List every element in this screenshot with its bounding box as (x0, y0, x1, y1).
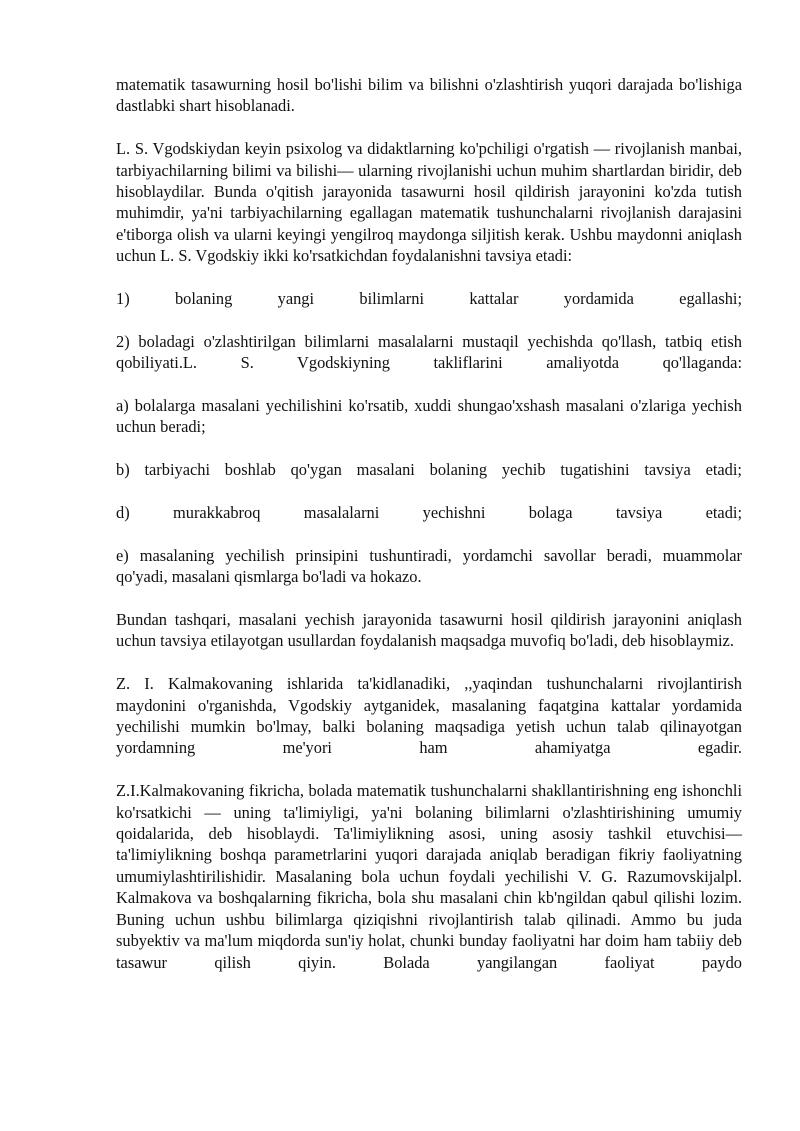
list-item-a: a) bolalarga masalani yechilishini ko'rsatib, xuddi shungao'xshash masalani o'zlariga yechish uchun beradi; (116, 396, 742, 437)
paragraph-2: L. S. Vgodskiydan keyin psixolog va didaktlarning ko'pchiligi o'rgatish — rivojlanish manbai, tarbiyachilarning bilimi va bilishi— ularning rivojlanishi uchun muhim shartlardan biridir, deb hisoblaydilar. Bunda o'qitish jarayonida tasawurni hosil qildirish jarayonini ko'zda tutish muhimdir, ya'ni tarbiyachilarning egallagan matematik tushunchalarni rivojlanish darajasini e'tiborga olish va ularni keyingi yengilroq maydonga siljitish kerak. Ushbu maydonni aniqlash uchun L. S. Vgodskiy ikki ko'rsatkichdan foydalanishni tavsiya etadi: (116, 139, 742, 266)
paragraph-1: matematik tasawurning hosil bo'lishi bilim va bilishni o'zlashtirish yuqori darajada bo'lishiga dastlabki shart hisoblanadi. (116, 75, 742, 116)
paragraph-5: Z.I.Kalmakovaning fikricha, bolada matematik tushunchalarni shakllantirishning eng ishonchli ko'rsatkichi — uning ta'limiyligi, ya'ni bolaning bilimlarni o'zlashtirishining umumiy qoidalarida, deb hisoblaydi. Ta'limiylikning asosi, uning asosiy tashkil etuvchisi— ta'limiylikning boshqa parametrlarini yuqori darajada aniqlab beradigan fikriy faoliyatning umumiylashtirilishidir. Masalaning bola uchun foydali yechilishi V. G. Razumovskijalpl. Kalmakova va boshqalarning fikricha, bola shu masalani chin kb'ngildan qabul qilishi lozim. Buning uchun ushbu bilimlarga qiziqishni rivojlantirish talab qilinadi. Ammo bu juda subyektiv va ma'lum miqdorda sun'iy holat, chunki bunday faoliyatni har doim ham tabiiy deb tasawur qilish qiyin. Bolada yangilangan faoliyat paydo (116, 781, 742, 972)
list-item-d: d) murakkabroq masalalarni yechishni bolaga tavsiya etadi; (116, 503, 742, 523)
list-item-b: b) tarbiyachi boshlab qo'ygan masalani bolaning yechib tugatishini tavsiya etadi; (116, 460, 742, 480)
document-page (116, 74, 742, 994)
paragraph-4: Z. I. Kalmakovaning ishlarida ta'kidlanadiki, ,,yaqindan tushunchalarni rivojlantirish maydonini o'rganishda, Vgodskiy aytganidek, masalaning faqatgina kattalar yordamida yechilishi mumkin bo'lmay, balki bolaning maqsadiga yetish uchun talab qilinayotgan yordamning me'yori ham ahamiyatga egadir. (116, 674, 742, 758)
list-item-e: e) masalaning yechilish prinsipini tushuntiradi, yordamchi savollar beradi, muammolar qo'yadi, masalani qismlarga bo'ladi va hokazo. (116, 545, 742, 587)
list-item-2: 2) boladagi o'zlashtirilgan bilimlarni masalalarni mustaqil yechishda qo'llash, tatbiq etish qobiliyati.L. S. Vgodskiyning takliflarini amaliyotda qo'llaganda: (116, 331, 742, 373)
paragraph-3: Bundan tashqari, masalani yechish jarayonida tasawurni hosil qildirish jarayonini aniqlash uchun tavsiya etilayotgan usullardan foydalanish maqsadga muvofiq bo'ladi, deb hisoblaymiz. (116, 610, 742, 651)
list-item-1: 1) bolaning yangi bilimlarni kattalar yordamida egallashi; (116, 289, 742, 309)
